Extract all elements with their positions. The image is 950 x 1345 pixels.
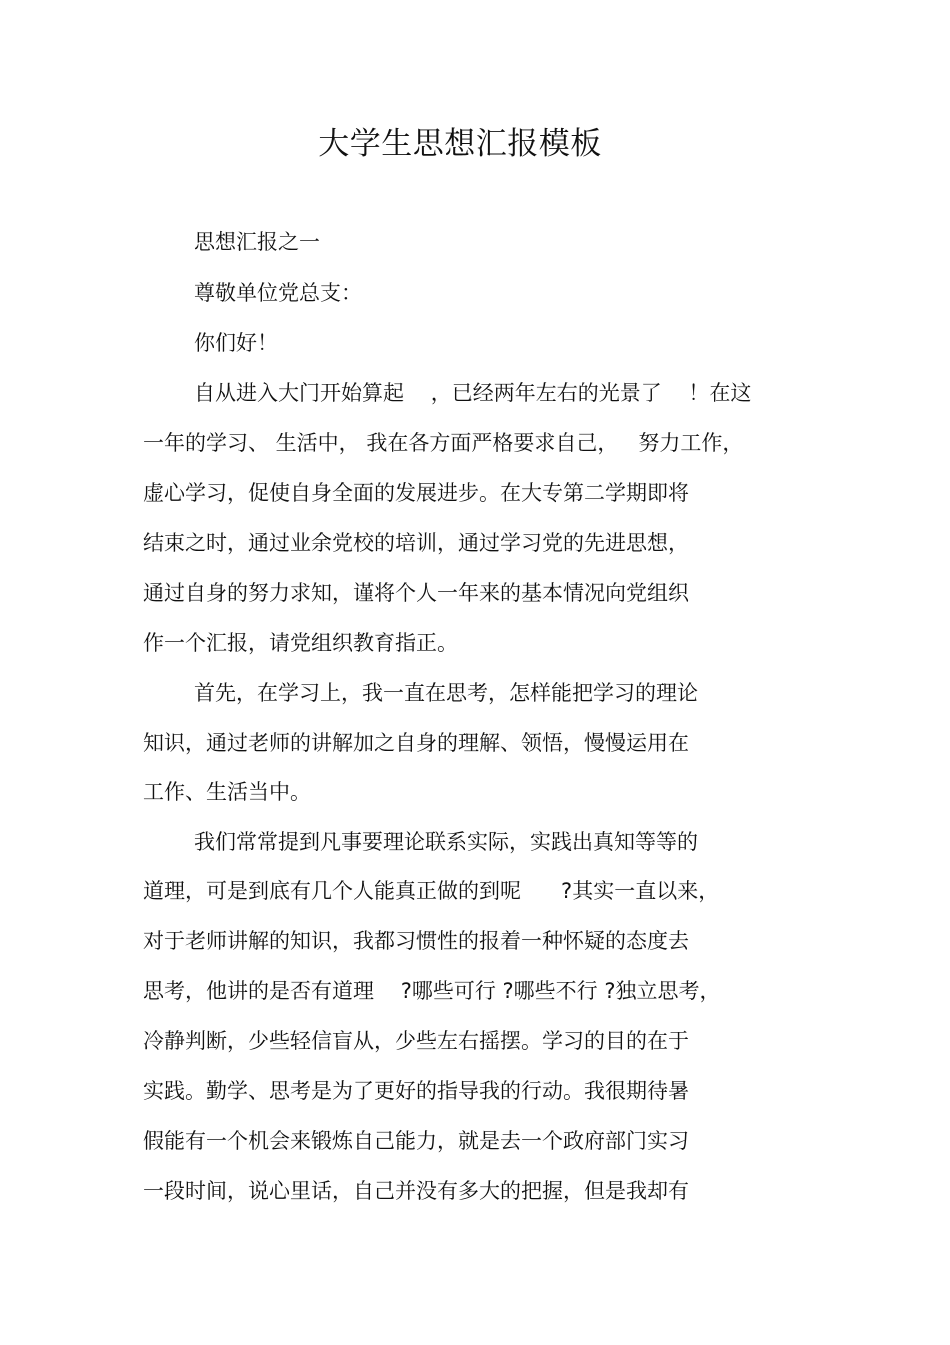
greeting: 你们好！: [194, 331, 278, 355]
paragraph-1-line: 虚心学习，促使自身全面的发展进步。在大专第二学期即将: [143, 481, 689, 505]
paragraph-3-line: 实践。勤学、思考是为了更好的指导我的行动。我很期待暑: [143, 1079, 689, 1103]
paragraph-1-line: 一年的学习、 生活中， 我在各方面严格要求自己， 努力工作，: [143, 431, 744, 455]
document-title: 大学生思想汇报模板: [318, 126, 602, 162]
paragraph-3-line: 一段时间，说心里话，自己并没有多大的把握，但是我却有: [143, 1179, 689, 1203]
paragraph-1-line: 自从进入大门开始算起 ，已经两年左右的光景了 ！在这: [194, 381, 752, 405]
paragraph-1-line: 作一个汇报，请党组织教育指正。: [143, 631, 458, 655]
salutation: 尊敬单位党总支：: [194, 281, 362, 305]
paragraph-2-line: 工作、生活当中。: [143, 780, 311, 804]
paragraph-1-line: 结束之时，通过业余党校的培训，通过学习党的先进思想，: [143, 531, 689, 555]
paragraph-3-line: 对于老师讲解的知识，我都习惯性的报着一种怀疑的态度去: [143, 929, 689, 953]
paragraph-3-line: 假能有一个机会来锻炼自己能力，就是去一个政府部门实习: [143, 1129, 689, 1153]
report-heading: 思想汇报之一: [194, 230, 320, 254]
paragraph-3-line: 思考，他讲的是否有道理 ?哪些可行 ?哪些不行 ?独立思考，: [143, 979, 721, 1003]
paragraph-3-line: 冷静判断，少些轻信盲从，少些左右摇摆。学习的目的在于: [143, 1029, 689, 1053]
paragraph-2-line: 首先，在学习上，我一直在思考，怎样能把学习的理论: [194, 681, 698, 705]
paragraph-3-line: 道理，可是到底有几个人能真正做的到呢 ?其实一直以来，: [143, 879, 720, 903]
paragraph-2-line: 知识，通过老师的讲解加之自身的理解、领悟，慢慢运用在: [143, 731, 689, 755]
paragraph-1-line: 通过自身的努力求知，谨将个人一年来的基本情况向党组织: [143, 581, 689, 605]
paragraph-3-line: 我们常常提到凡事要理论联系实际，实践出真知等等的: [194, 830, 698, 854]
